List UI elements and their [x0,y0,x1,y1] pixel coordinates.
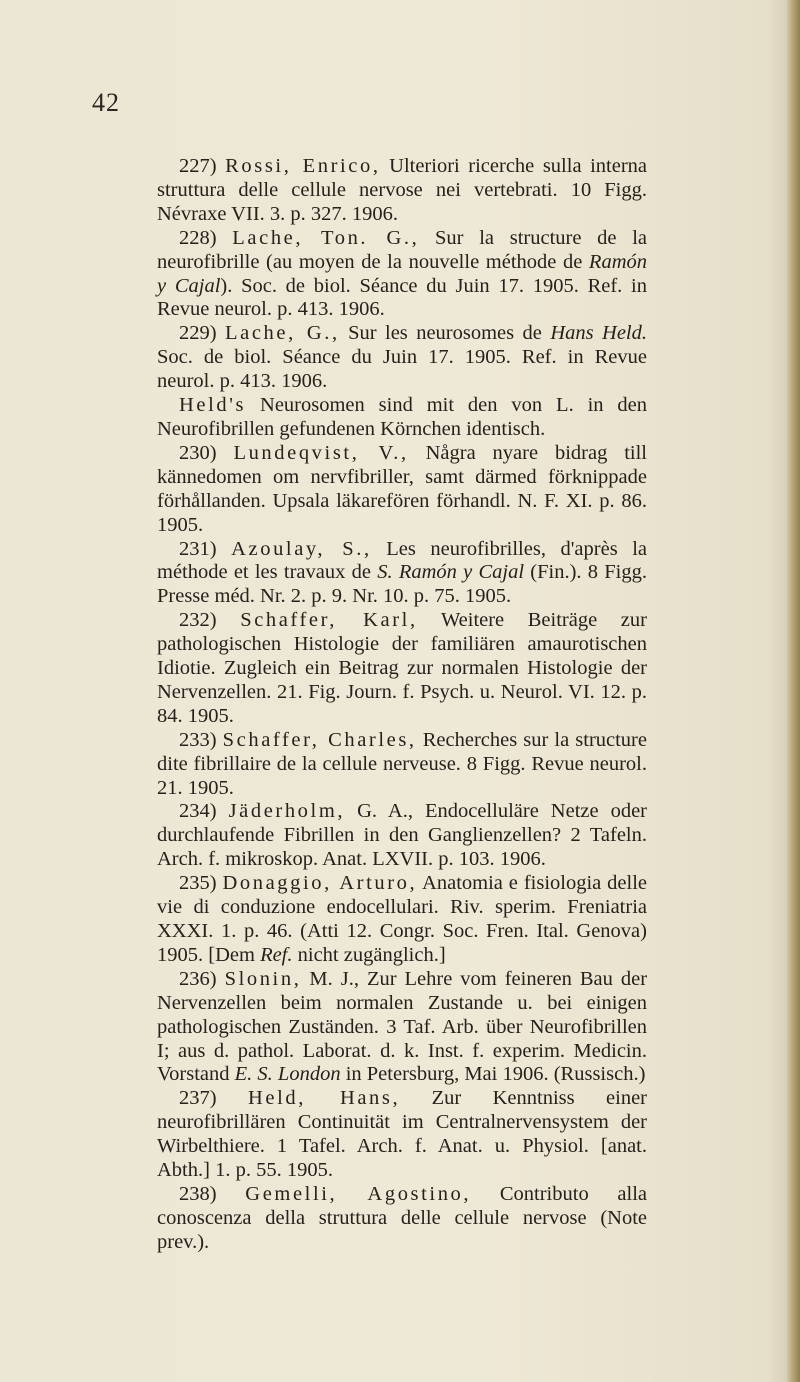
entry-text: Weitere Beiträge zur pathologischen Histologie der familiären amaurotischen Idiotie. Zugleich ein Beitrag zur normalen Histologie der Nervenzellen. 21. Fig. Journ. f. Psych. u. Neurol. VI. 12. p. 84. 1905. [157,609,647,727]
bibliography-note [157,394,647,442]
entry-author: Schaffer, Charles, [222,728,417,751]
entry-text: in Petersburg, Mai 1906. (Russisch.) [345,1063,646,1086]
entry-text: nicht zugänglich.] [297,943,446,966]
entry-text: ). Soc. de biol. Séance du Juin 17. 1905. Ref. in Revue neurol. p. 413. 1906. [157,274,647,321]
bibliography-entry-237 [157,1087,647,1183]
entry-italic: Hans Held. [550,322,647,345]
entry-number: 227) [179,155,217,177]
bibliography-entry-233 [157,729,647,801]
entry-text: Sur les neurosomes de [348,322,542,345]
entry-text: Zur Kenntniss einer neurofibrillären Continuität im Centralnervensystem der Wirbelthiere. 1 Tafel. Arch. f. Anat. u. Physiol. [anat. Abth.] 1. p. 55. 1905. [157,1087,647,1182]
entry-author: Azoulay, S., [231,537,372,560]
entry-italic: S. Ramón y Cajal [377,561,525,584]
entry-author: Gemelli, Agostino, [245,1182,472,1205]
bibliography-entry-231 [157,538,647,610]
entry-number: 228) [179,226,217,249]
entry-number: 235) [179,872,217,895]
entry-italic: E. S. London [234,1063,341,1086]
entry-text: Neurosomen sind mit den von L. in den Neurofibrillen gefundenen Körnchen identisch. [157,394,647,440]
page-edge-shadow [786,0,800,1382]
entry-author: Lache, Ton. G., [232,226,420,249]
entry-author: Donaggio, Arturo, [222,872,418,895]
entry-text: Ulteriori ricerche sulla interna struttura delle cellule nervose nei vertebrati. 10 Figg. Névraxe VII. 3. p. 327. 1906. [157,155,648,225]
entry-text: Contributo alla conoscenza della struttura delle cellule nervose (Note prev.). [157,1182,647,1253]
bibliography-entry-232 [157,609,647,729]
bibliography-entry-234 [157,800,647,872]
bibliography-entry-236 [157,968,647,1088]
entry-number: 231) [179,537,217,560]
entry-number: 229) [179,322,217,345]
entry-author: Held's [179,394,247,417]
entry-text: (Fin.). 8 Figg. Presse méd. Nr. 2. p. 9. Nr. 10. p. 75. 1905. [157,561,648,608]
entry-text: Anatomia e fisiologia delle vie di conduzione endocellulari. Riv. sperim. Freniatria XXXI. 1. p. 46. (Atti 12. Congr. Soc. Fren. Ital. Genova) 1905. [Dem [157,872,648,966]
entry-text: M. J., Zur Lehre vom feineren Bau der Nervenzellen beim normalen Zustande u. bei einigen pathologischen Zuständen. 3 Taf. Arb. über Neurofibrillen I; aus d. pathol. Laborat. d. k. Inst. f. experim. Medicin. Vorstand [157,967,648,1086]
bibliography-list [157,155,647,1255]
bibliography-entry-235 [157,872,647,968]
bibliography-entry-227 [157,155,647,227]
entry-text: Några nyare bidrag till kännedomen om nervfibriller, samt därmed förknippade förhållanden. Upsala läkarefören förhandl. N. F. XI. p. 86. 1905. [157,441,647,536]
entry-number: 238) [179,1182,217,1205]
entry-author: Slonin, [224,967,302,990]
entry-number: 230) [179,441,217,464]
entry-text: Sur la structure de la neurofibrille (au moyen de la nouvelle méthode de [157,226,648,273]
entry-number: 234) [179,800,217,823]
entry-number: 233) [179,728,217,751]
entry-italic: Ramón y Cajal [157,250,647,297]
bibliography-entry-230 [157,442,647,538]
entry-number: 232) [179,609,217,632]
entry-author: Jäderholm, [228,800,346,823]
entry-number: 237) [179,1087,217,1110]
entry-italic: Ref. [260,943,293,966]
entry-text: Recherches sur la structure dite fibrillaire de la cellule nerveuse. 8 Figg. Revue neurol. 21. 1905. [157,728,647,799]
entry-author: Lache, G., [225,322,340,345]
entry-author: Schaffer, Karl, [240,609,418,632]
bibliography-entry-238 [157,1183,647,1255]
bibliography-entry-228 [157,227,647,323]
page-number: 42 [92,88,120,117]
bibliography-entry-229 [157,322,647,394]
entry-text: G. A., Endocelluläre Netze oder durchlaufende Fibrillen in den Ganglienzellen? 2 Tafeln. Arch. f. mikroskop. Anat. LXVII. p. 103. 1906. [157,800,648,871]
entry-author: Lundeqvist, V., [233,441,409,464]
entry-text: Les neurofibrilles, d'après la méthode et les travaux de [157,537,648,584]
entry-author: Held, Hans, [247,1087,401,1110]
entry-author: Rossi, Enrico, [225,155,381,177]
entry-text: Soc. de biol. Séance du Juin 17. 1905. Ref. in Revue neurol. p. 413. 1906. [157,346,647,393]
entry-number: 236) [179,967,217,990]
